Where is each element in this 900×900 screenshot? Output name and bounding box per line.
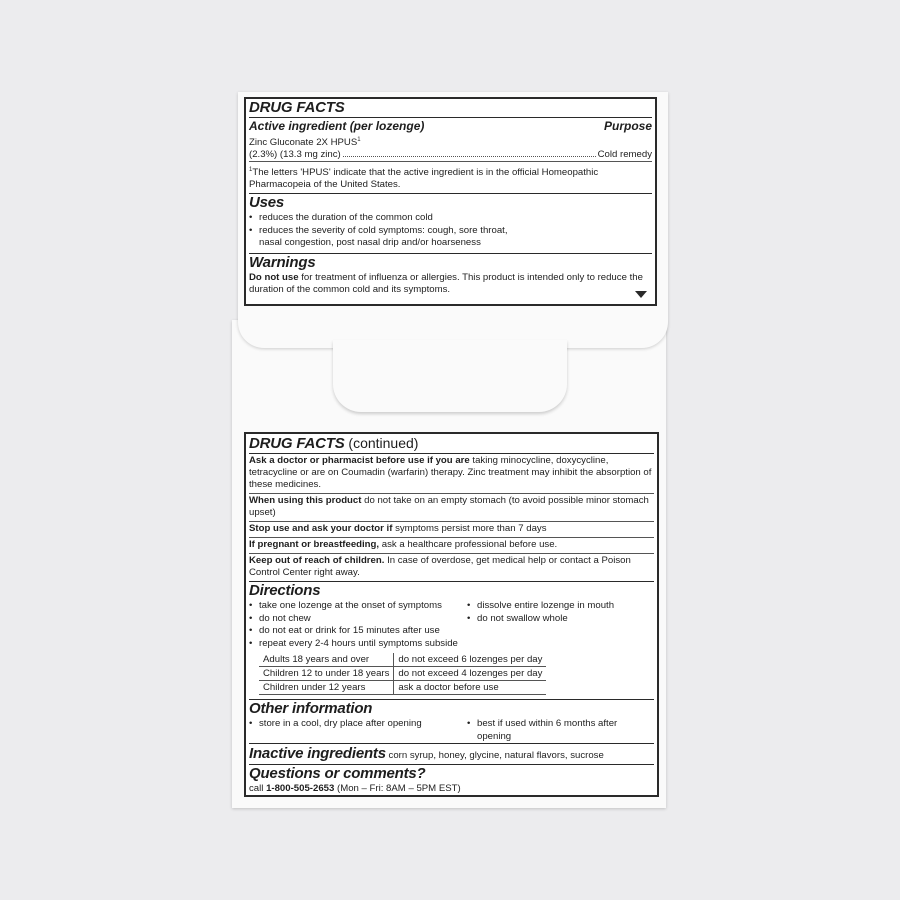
warnings-heading: Warnings (249, 253, 316, 271)
purpose-heading: Purpose (603, 119, 652, 133)
warnings-text: Do not use for treatment of influenza or allergies. This product is intended only to reduce the duration of the common cold and its symptoms. (249, 271, 643, 295)
drug-facts-continued-panel (244, 432, 659, 797)
drug-facts-title: DRUG FACTS (249, 99, 345, 116)
list-item: • dissolve entire lozenge in mouth (467, 600, 654, 613)
questions-heading: Questions or comments? (249, 765, 426, 782)
other-info-heading: Other information (249, 700, 373, 717)
keep-out-section: Keep out of reach of children. In case of overdose, get medical help or contact a Poison Control Center right away. (249, 553, 654, 581)
ingredient-amount: (2.3%) (13.3 mg zinc) (249, 149, 341, 161)
when-using-section: When using this product do not take on an empty stomach (to avoid possible minor stomach upset) (249, 493, 654, 521)
inactive-text: corn syrup, honey, glycine, natural flavors, sucrose (385, 750, 604, 761)
directions-list-left (249, 600, 467, 650)
list-item: • best if used within 6 months after opening (467, 718, 654, 743)
other-info-lists (249, 718, 654, 743)
pregnant-section: If pregnant or breastfeeding, ask a healthcare professional before use. (249, 537, 654, 553)
ingredient-name: Zinc Gluconate 2X HPUS$^1$ (249, 137, 361, 149)
age-cell: Adults 18 years and over (259, 653, 394, 667)
uses-list (249, 212, 652, 250)
active-ingredient-heading: Active ingredient (per lozenge) (249, 119, 425, 133)
drug-facts-continued-title: DRUG FACTS (continued) (249, 435, 419, 452)
drug-facts-panel (244, 97, 657, 306)
list-item: • take one lozenge at the onset of symptoms (249, 600, 467, 613)
ask-doctor-section: Ask a doctor or pharmacist before use if you are taking minocycline, doxycycline, tetracycline or are on Coumadin (warfarin) therapy. Zinc treatment may inhibit the absorption of these medicines. (249, 453, 654, 493)
list-item: • reduces the severity of cold symptoms: cough, sore throat, nasal congestion, post nasal drip and/or hoarseness (249, 225, 509, 250)
list-item: • store in a cool, dry place after opening (249, 718, 467, 731)
ingredient-purpose-row (249, 149, 652, 161)
table-row (259, 667, 546, 681)
dose-cell: ask a doctor before use (394, 681, 547, 695)
leader-dots (343, 156, 596, 157)
inactive-heading: Inactive ingredients (249, 745, 386, 762)
questions-contact: call 1-800-505-2653 (Mon – Fri: 8AM – 5PM EST) (249, 783, 461, 794)
age-cell: Children under 12 years (259, 681, 394, 695)
phone-number[interactable]: 1-800-505-2653 (266, 783, 335, 794)
dosage-table (259, 653, 546, 695)
hpus-footnote: $^1$The letters 'HPUS' indicate that the active ingredient is in the official Homeopathic Pharmacopeia of the United States. (249, 161, 652, 193)
age-cell: Children 12 to under 18 years (259, 667, 394, 681)
list-item: • repeat every 2-4 hours until symptoms subside (249, 638, 467, 651)
list-item: • do not swallow whole (467, 613, 654, 626)
directions-heading: Directions (249, 582, 321, 599)
table-row (259, 681, 546, 695)
uses-heading: Uses (249, 194, 285, 212)
table-row (259, 653, 546, 667)
list-item: • do not eat or drink for 15 minutes after use (249, 625, 467, 638)
purpose-value: Cold remedy (597, 149, 652, 161)
directions-list-right (467, 600, 654, 650)
list-item: • do not chew (249, 613, 467, 626)
stop-use-section: Stop use and ask your doctor if symptoms persist more than 7 days (249, 521, 654, 537)
dose-cell: do not exceed 6 lozenges per day (394, 653, 547, 667)
pull-tab[interactable] (333, 340, 567, 412)
inactive-section (249, 743, 654, 764)
directions-lists (249, 600, 654, 650)
dose-cell: do not exceed 4 lozenges per day (394, 667, 547, 681)
list-item: • reduces the duration of the common cold (249, 212, 652, 225)
continue-arrow-icon (635, 291, 647, 298)
